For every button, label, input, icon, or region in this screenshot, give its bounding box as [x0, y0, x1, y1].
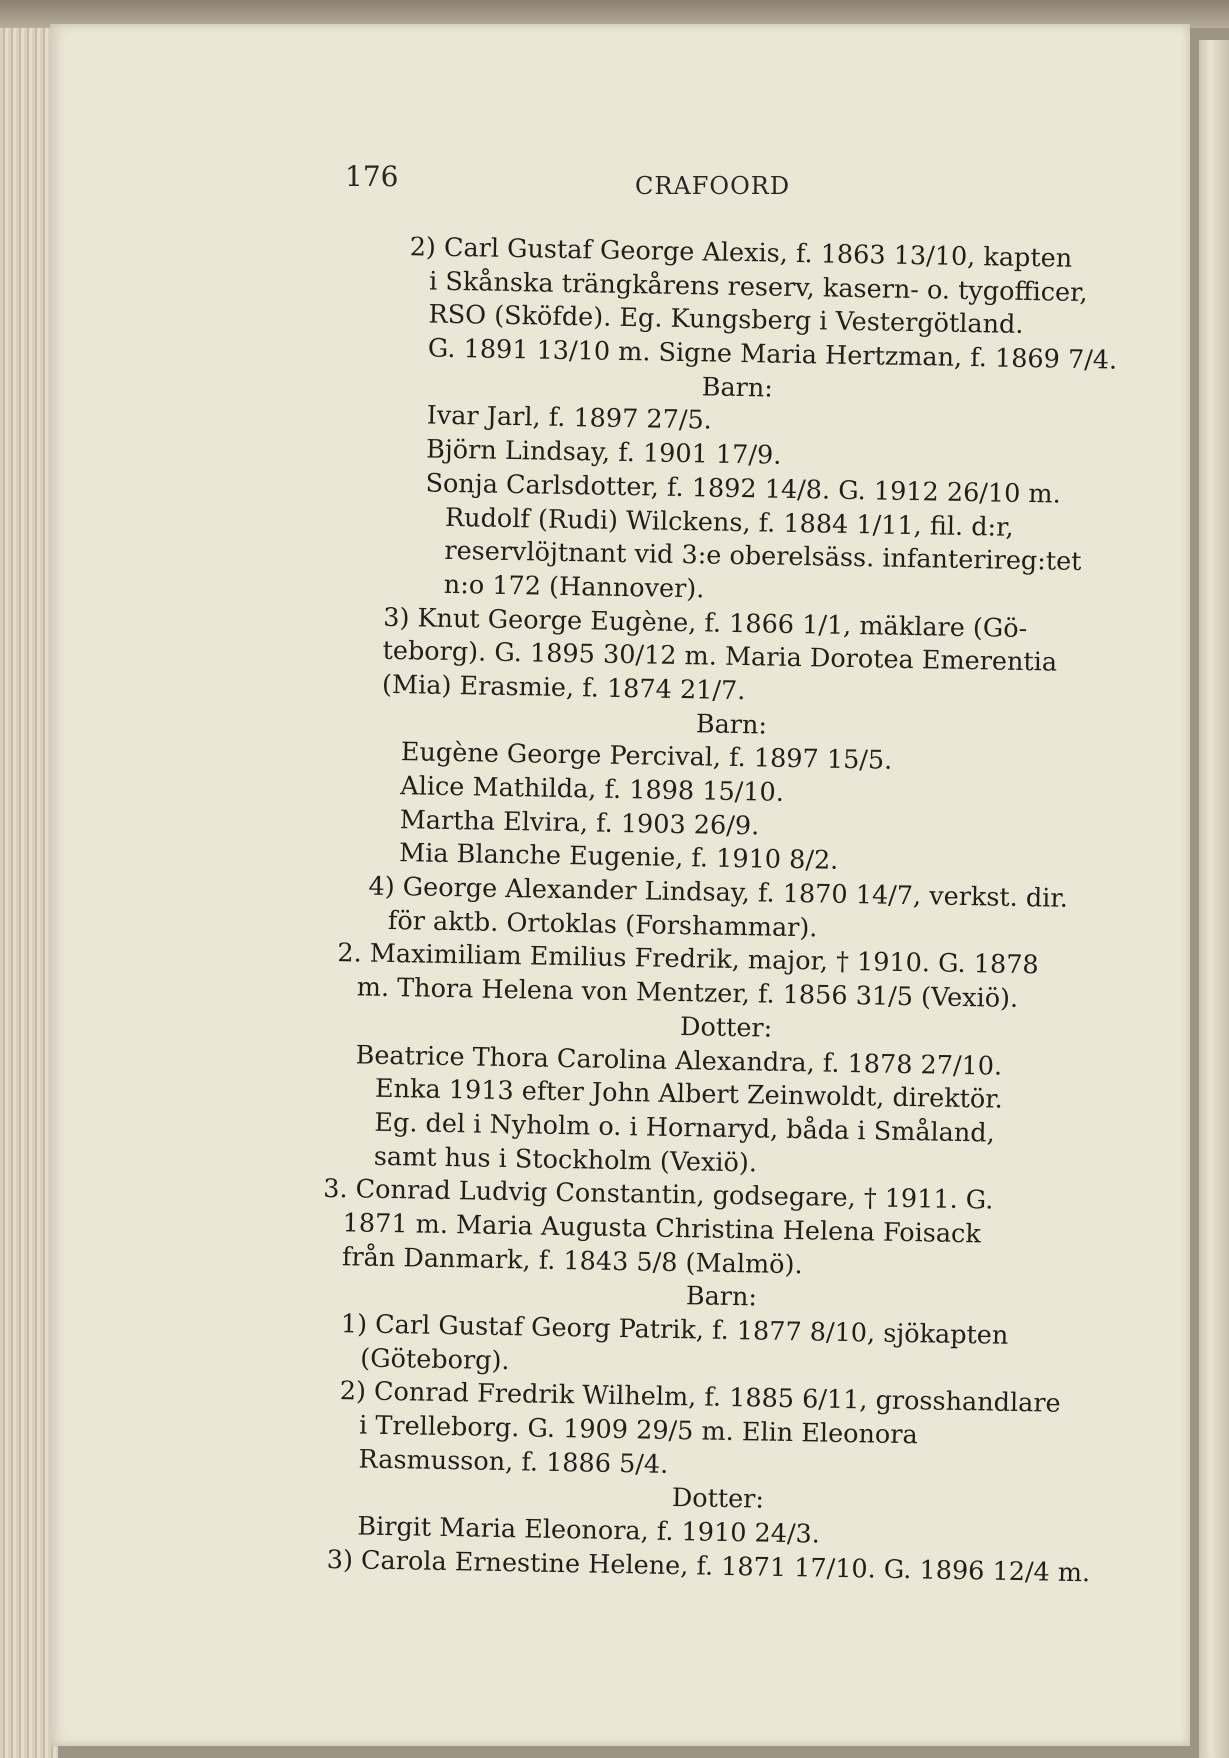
text-line: 1871 m. Maria Augusta Christina Helena Foisack — [342, 1208, 982, 1250]
text-line: Martha Elvira, f. 1903 26/9. — [399, 804, 760, 842]
section-heading: Dotter: — [671, 1483, 765, 1516]
section-heading: Barn: — [695, 708, 768, 741]
text-line: Beatrice Thora Carolina Alexandra, f. 1878 27/10. — [355, 1039, 1003, 1082]
text-line: G. 1891 13/10 m. Signe Maria Hertzman, f. 1869 7/4. — [427, 333, 1118, 376]
text-line: Björn Lindsay, f. 1901 17/9. — [425, 434, 782, 471]
section-heading: Dotter: — [679, 1011, 773, 1044]
text-line: Birgit Maria Eleonora, f. 1910 24/3. — [357, 1511, 821, 1550]
text-line: 2. Maximiliam Emilius Fredrik, major, † 1910. G. 1878 — [337, 938, 1039, 981]
text-line: Eugène George Percival, f. 1897 15/5. — [400, 737, 893, 777]
text-line: Alice Mathilda, f. 1898 15/10. — [400, 771, 785, 808]
text-line: 4) George Alexander Lindsay, f. 1870 14/7, verkst. dir. — [368, 871, 1069, 914]
text-line: i Skånska trängkårens reserv, kasern- o. tygofficer, — [428, 266, 1088, 308]
text-line: för aktb. Ortoklas (Forshammar). — [387, 905, 818, 944]
text-line: samt hus i Stockholm (Vexiö). — [373, 1141, 758, 1178]
text-line: (Mia) Erasmie, f. 1874 21/7. — [381, 669, 746, 707]
section-heading: Barn: — [701, 372, 774, 404]
genealogy-text — [315, 230, 1140, 1664]
text-line: Ivar Jarl, f. 1897 27/5. — [426, 400, 713, 436]
text-line: Enka 1913 efter John Albert Zeinwoldt, direktör. — [374, 1073, 1004, 1115]
running-head: CRAFOORD — [635, 172, 791, 200]
page-edges-right — [1199, 40, 1229, 1758]
page-header — [290, 148, 1140, 208]
text-line: 1) Carl Gustaf Georg Patrik, f. 1877 8/10, sjökapten — [340, 1309, 1009, 1351]
text-line: reservlöjtnant vid 3:e oberelsäss. infanterireg:tet — [444, 536, 1082, 578]
text-line: teborg). G. 1895 30/12 m. Maria Dorotea Emerentia — [382, 636, 1058, 678]
text-line: från Danmark, f. 1843 5/8 (Malmö). — [341, 1241, 803, 1280]
text-line: i Trelleborg. G. 1909 29/5 m. Elin Eleonora — [358, 1410, 918, 1451]
text-line: 3) Carola Ernestine Helene, f. 1871 17/10. G. 1896 12/4 m. — [326, 1544, 1091, 1589]
text-line: 3. Conrad Ludvig Constantin, godsegare, † 1911. G. — [322, 1174, 994, 1216]
text-line: Rudolf (Rudi) Wilckens, f. 1884 1/11, fil. d:r, — [444, 502, 1014, 543]
text-line: Rasmusson, f. 1886 5/4. — [358, 1444, 669, 1480]
text-line: Mia Blanche Eugenie, f. 1910 8/2. — [398, 838, 839, 877]
section-heading: Barn: — [685, 1281, 758, 1313]
text-line: Eg. del i Nyholm o. i Hornaryd, båda i Småland, — [374, 1107, 996, 1149]
text-line: m. Thora Helena von Mentzer, f. 1856 31/5 (Vexiö). — [356, 972, 1019, 1015]
text-line: 2) Carl Gustaf George Alexis, f. 1863 13/10, kapten — [409, 232, 1073, 274]
text-line: 3) Knut George Eugène, f. 1866 1/1, mäklare (Gö- — [382, 602, 1028, 644]
text-line: Sonja Carlsdotter, f. 1892 14/8. G. 1912 26/10 m. — [425, 468, 1061, 510]
text-line: RSO (Sköfde). Eg. Kungsberg i Vestergötland. — [428, 299, 1024, 341]
text-line: 2) Conrad Fredrik Wilhelm, f. 1885 6/11, grosshandlare — [339, 1376, 1061, 1420]
page-number: 176 — [345, 160, 399, 193]
text-line: (Göteborg). — [360, 1343, 510, 1376]
text-line: n:o 172 (Hannover). — [443, 569, 705, 605]
